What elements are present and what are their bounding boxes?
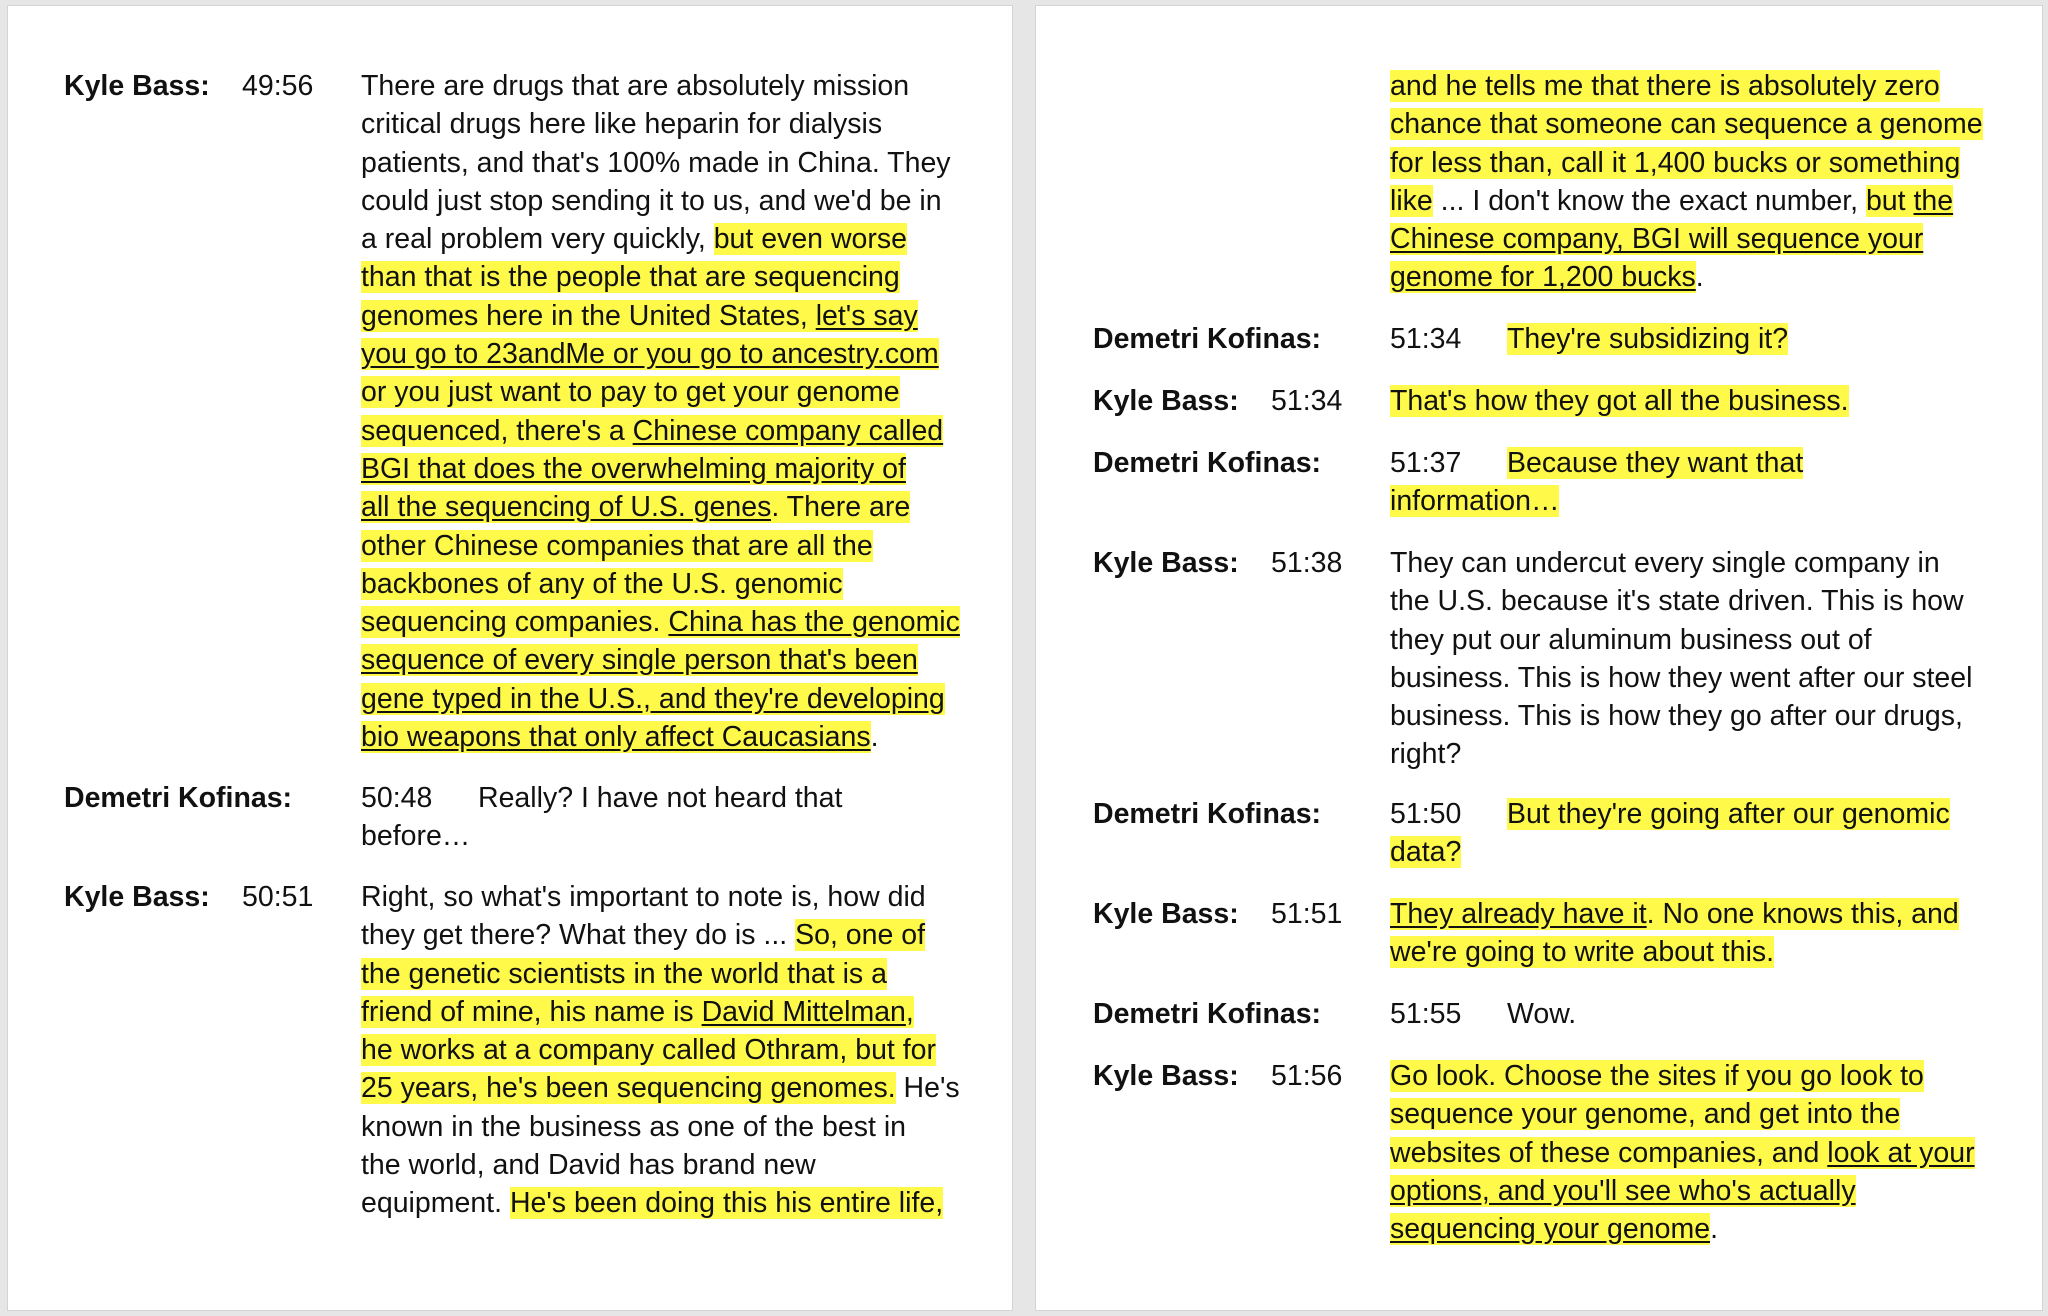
utterance-text: [1390, 795, 1950, 872]
text-line: [361, 258, 960, 296]
text-segment: right?: [1390, 738, 1462, 771]
speaker-name: Demetri Kofinas:: [1093, 447, 1322, 479]
highlighted-text-segment: data?: [1390, 836, 1462, 869]
text-line: [361, 878, 960, 916]
text-line: [1390, 1095, 1975, 1133]
text-line: [361, 1108, 960, 1146]
text-segment: the world, and David has brand new: [361, 1149, 816, 1182]
text-segment: Really? I have not heard that: [478, 782, 843, 814]
speaker-name: Demetri Kofinas:: [64, 782, 293, 814]
highlighted-text-segment: sequence your genome, and get into the: [1390, 1098, 1901, 1131]
text-line: [1390, 621, 1972, 659]
text-line: [361, 335, 960, 373]
underlined-text-segment: bio weapons that only affect Caucasians: [361, 721, 871, 754]
utterance-text: [1390, 1057, 1975, 1248]
text-line: [361, 718, 960, 756]
text-line: [361, 641, 960, 679]
underlined-text-segment: Chinese company called: [632, 414, 944, 447]
timestamp: 49:56: [242, 70, 314, 102]
text-line: [361, 565, 960, 603]
text-line: [1390, 1172, 1975, 1210]
text-line: [361, 1069, 960, 1107]
highlighted-text-segment: That's how they got all the business.: [1390, 385, 1849, 417]
utterance-text: [1390, 67, 1983, 297]
highlighted-text-segment: They're subsidizing it?: [1507, 323, 1789, 355]
text-line: [1390, 833, 1950, 871]
text-line: [1390, 895, 1959, 933]
underlined-text-segment: you go to 23andMe or you go to ancestry.com: [361, 338, 939, 371]
highlighted-text-segment: like: [1390, 184, 1433, 217]
timestamp: 51:34: [1390, 323, 1462, 355]
text-segment: ... I don't know the exact number,: [1432, 184, 1866, 217]
text-segment: business. This is how they go after our drugs,: [1390, 700, 1963, 733]
timestamp: 50:48: [361, 782, 433, 814]
text-line: [361, 450, 960, 488]
text-segment: Right, so what's important to note is, how did: [361, 881, 926, 913]
underlined-text-segment: David Mittelman: [701, 995, 906, 1028]
highlighted-text-segment: backbones of any of the U.S. genomic: [361, 567, 843, 600]
highlighted-text-segment: we're going to write about this.: [1390, 936, 1775, 969]
text-segment: .: [1695, 261, 1704, 294]
text-line: [361, 67, 960, 105]
highlighted-text-segment: but even worse: [713, 223, 907, 256]
text-line: [1390, 995, 1576, 1033]
underlined-text-segment: sequence of every single person that's been: [361, 644, 918, 677]
highlighted-text-segment: Because they want that: [1507, 447, 1804, 479]
text-line: [361, 603, 960, 641]
document-page-left: [8, 6, 1012, 1310]
highlighted-text-segment: sequencing companies.: [361, 606, 669, 639]
text-line: [361, 527, 960, 565]
highlighted-text-segment: he works at a company called Othram, but for: [361, 1034, 937, 1067]
text-line: [361, 105, 960, 143]
timestamp: 51:51: [1271, 898, 1343, 930]
highlighted-text-segment: but: [1865, 184, 1914, 217]
highlighted-text-segment: for less than, call it 1,400 bucks or something: [1390, 146, 1961, 179]
underlined-text-segment: They already have it: [1390, 898, 1647, 930]
text-segment: patients, and that's 100% made in China. They: [361, 146, 951, 179]
text-line: [1390, 795, 1950, 833]
text-line: [1390, 544, 1972, 582]
utterance-text: [1390, 444, 1803, 521]
highlighted-text-segment: genomes here in the United States,: [361, 299, 816, 332]
text-line: [361, 144, 960, 182]
underlined-text-segment: sequencing your genome: [1390, 1213, 1711, 1246]
text-line: [1390, 1134, 1975, 1172]
text-line: [1390, 659, 1972, 697]
text-line: [361, 993, 960, 1031]
text-line: [1390, 735, 1972, 773]
speaker-name: Demetri Kofinas:: [1093, 323, 1322, 355]
document-page-right: [1036, 6, 2042, 1310]
speaker-name: Kyle Bass:: [1093, 1060, 1239, 1092]
text-line: [1390, 144, 1983, 182]
highlighted-text-segment: But they're going after our genomic: [1507, 798, 1950, 830]
text-segment: known in the business as one of the best in: [361, 1110, 907, 1143]
highlighted-text-segment: the genetic scientists in the world that is a: [361, 957, 887, 990]
text-line: [1390, 444, 1803, 482]
text-segment: could just stop sending it to us, and we'd be in: [361, 184, 942, 217]
highlighted-text-segment: So, one of: [795, 919, 926, 952]
text-line: [1390, 220, 1983, 258]
speaker-name: Demetri Kofinas:: [1093, 998, 1322, 1030]
speaker-name: Demetri Kofinas:: [1093, 798, 1322, 830]
timestamp: 51:34: [1271, 385, 1343, 417]
highlighted-text-segment: . There are: [771, 491, 911, 524]
text-line: [1390, 933, 1959, 971]
text-line: [1390, 1210, 1975, 1248]
text-line: [1390, 697, 1972, 735]
speaker-name: Kyle Bass:: [64, 881, 210, 913]
text-line: [1390, 258, 1983, 296]
text-line: [361, 220, 960, 258]
timestamp: 50:51: [242, 881, 314, 913]
utterance-text: [1390, 320, 1788, 358]
text-line: [361, 412, 960, 450]
text-line: [361, 297, 960, 335]
text-segment: .: [870, 721, 879, 754]
underlined-text-segment: genome for 1,200 bucks: [1390, 261, 1696, 294]
utterance-text: [1390, 382, 1849, 420]
highlighted-text-segment: He's been doing this his entire life,: [509, 1187, 944, 1220]
text-line: [1390, 1057, 1975, 1095]
utterance-text: [361, 779, 842, 856]
text-segment: they put our aluminum business out of: [1390, 623, 1872, 656]
speaker-name: Kyle Bass:: [1093, 385, 1239, 417]
highlighted-text-segment: and he tells me that there is absolutely zero: [1390, 70, 1940, 102]
underlined-text-segment: the: [1913, 184, 1954, 217]
text-line: [361, 1146, 960, 1184]
text-line: [361, 1184, 960, 1222]
text-line: [1390, 582, 1972, 620]
text-line: [361, 1031, 960, 1069]
text-segment: before…: [361, 820, 471, 853]
highlighted-text-segment: information…: [1390, 485, 1560, 518]
utterance-text: [361, 67, 960, 756]
timestamp: 51:37: [1390, 447, 1462, 479]
text-line: [1390, 320, 1788, 358]
utterance-text: [361, 878, 960, 1223]
speaker-name: Kyle Bass:: [64, 70, 210, 102]
highlighted-text-segment: friend of mine, his name is: [361, 995, 702, 1028]
underlined-text-segment: BGI that does the overwhelming majority of: [361, 452, 906, 485]
text-line: [361, 680, 960, 718]
highlighted-text-segment: or you just want to pay to get your genome: [361, 376, 900, 409]
text-line: [1390, 182, 1983, 220]
utterance-text: [1390, 544, 1972, 774]
highlighted-text-segment: other Chinese companies that are all the: [361, 529, 873, 562]
text-segment: they get there? What they do is ...: [361, 919, 796, 952]
text-line: [361, 779, 842, 817]
speaker-name: Kyle Bass:: [1093, 547, 1239, 579]
text-line: [1390, 67, 1983, 105]
text-line: [1390, 105, 1983, 143]
speaker-name: Kyle Bass:: [1093, 898, 1239, 930]
text-segment: .: [1710, 1213, 1718, 1246]
timestamp: 51:56: [1271, 1060, 1343, 1092]
text-line: [361, 916, 960, 954]
underlined-text-segment: Chinese company, BGI will sequence your: [1390, 223, 1924, 256]
highlighted-text-segment: ,: [905, 995, 914, 1028]
highlighted-text-segment: sequenced, there's a: [361, 414, 633, 447]
text-line: [361, 182, 960, 220]
text-segment: There are drugs that are absolutely mission: [361, 70, 910, 102]
underlined-text-segment: China has the genomic: [668, 606, 960, 639]
text-line: [361, 488, 960, 526]
timestamp: 51:55: [1390, 998, 1462, 1030]
underlined-text-segment: gene typed in the U.S., and they're developing: [361, 682, 945, 715]
text-segment: a real problem very quickly,: [361, 223, 714, 256]
text-segment: equipment.: [361, 1187, 510, 1220]
timestamp: 51:38: [1271, 547, 1343, 579]
text-line: [361, 817, 842, 855]
text-line: [361, 373, 960, 411]
underlined-text-segment: let's say: [815, 299, 918, 332]
text-line: [1390, 382, 1849, 420]
highlighted-text-segment: websites of these companies, and: [1390, 1136, 1828, 1169]
underlined-text-segment: options, and you'll see who's actually: [1390, 1174, 1856, 1207]
timestamp: 51:50: [1390, 798, 1462, 830]
text-segment: He's: [895, 1072, 960, 1105]
text-line: [1390, 482, 1803, 520]
underlined-text-segment: all the sequencing of U.S. genes: [361, 491, 772, 524]
text-segment: business. This is how they went after our steel: [1390, 661, 1973, 694]
text-segment: Wow.: [1507, 998, 1577, 1030]
text-segment: the U.S. because it's state driven. This is how: [1390, 585, 1964, 618]
underlined-text-segment: look at your: [1827, 1136, 1975, 1169]
text-segment: They can undercut every single company in: [1390, 547, 1940, 579]
utterance-text: [1390, 995, 1576, 1033]
highlighted-text-segment: Go look. Choose the sites if you go look to: [1390, 1060, 1924, 1092]
highlighted-text-segment: chance that someone can sequence a genome: [1390, 108, 1983, 141]
text-line: [361, 955, 960, 993]
text-segment: critical drugs here like heparin for dialysis: [361, 108, 883, 141]
highlighted-text-segment: than that is the people that are sequencing: [361, 261, 900, 294]
utterance-text: [1390, 895, 1959, 972]
highlighted-text-segment: 25 years, he's been sequencing genomes.: [361, 1072, 896, 1105]
highlighted-text-segment: . No one knows this, and: [1646, 898, 1959, 930]
